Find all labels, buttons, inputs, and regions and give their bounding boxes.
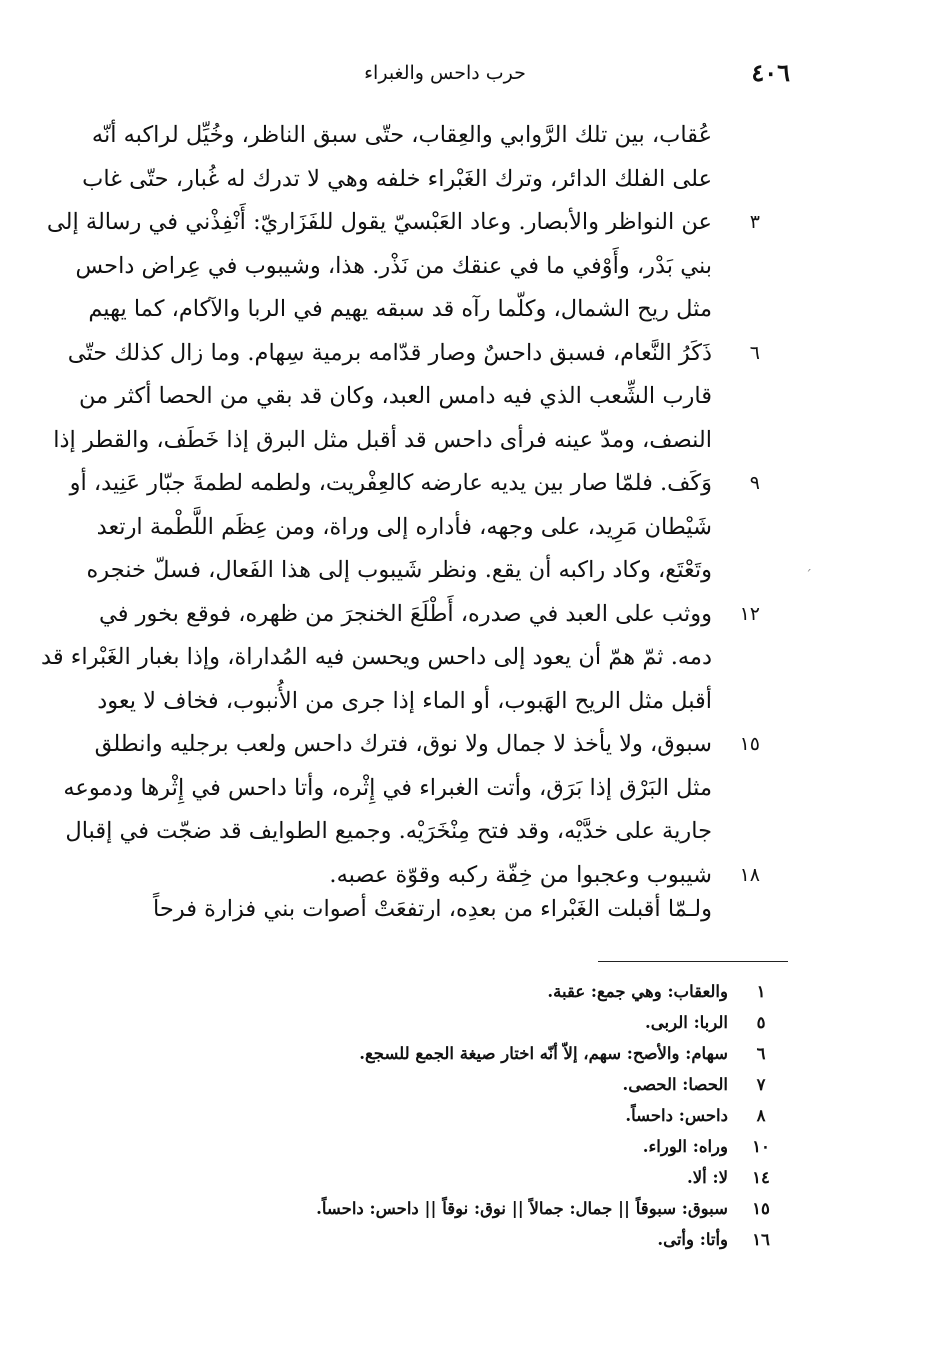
footnote-text: سبوق: سبوقاً || جمال: جمالاً || نوق: نوقاً || داحس: داحساً. [316, 1199, 728, 1218]
line-number: ١٢ [739, 602, 760, 625]
footnote-text: لا: ألا. [687, 1168, 728, 1187]
footnotes [280, 976, 788, 1255]
margin-mark: ˊ [805, 568, 812, 584]
footnote-number: ١٤ [752, 1168, 770, 1187]
line-text: ذَكَرُ النَّعام، فسبق داحسٌ وصار قدّامه برمية سِهام. وما زال كذلك حتّى [67, 339, 712, 366]
footnote [280, 1131, 788, 1162]
line-number: ١٥ [739, 733, 760, 755]
footnote [280, 1193, 788, 1224]
line-text: دمه. ثمّ همّ أن يعود إلى داحس ويحسن فيه المُداراة، وإذا بغبار الغَبْراء قد [41, 644, 712, 670]
line-text: مثل البَرْق إذا بَرَق، وأتت الغبراء في إِثْره، وأتا داحس في إِثْرها ودموعه [63, 774, 712, 801]
text-line [53, 419, 712, 463]
footnote-text: والعقاب: وهي جمع: عقبة. [547, 982, 728, 1001]
footnote-number: ١٥ [752, 1199, 770, 1218]
line-text: عن النواظر والأبصار. وعاد العَبْسيّ يقول للفَزَاريّ: أَنْفِذْني في رسالة إلى [46, 209, 712, 235]
running-title: حرب داحس والغبراء [364, 62, 526, 84]
text-line [82, 158, 712, 202]
line-text: بني بَدْر، وأَوْفي ما في عنقك من نَذْر. هذا، وشيبوب في عِراض داحس [75, 252, 712, 279]
footnote-number: ١٠ [752, 1137, 770, 1156]
line-number: ٣ [749, 211, 760, 233]
line-text: ووثب على العبد في صدره، أَطْلَعَ الخنجرَ من ظهره، فوقع بخور في [98, 600, 712, 627]
page-header [100, 58, 790, 92]
footnote [280, 1038, 788, 1069]
line-text: جارية على خدَّيْه، وقد فتح مِنْخَرَيْه. وجميع الطوايف قد ضجّت في إقبال [65, 818, 712, 844]
footnote-text: الربا: الربى. [645, 1013, 728, 1032]
footnote [280, 1069, 788, 1100]
line-text: النصف، ومدّ عينه فرأى داحس قد أقبل مثل البرق إذا خَطَف، والقطر إذا [53, 426, 712, 453]
text-line [46, 201, 760, 245]
footnote-number: ٨ [756, 1106, 766, 1125]
main-text [41, 114, 760, 897]
line-text: على الفلك الدائر، وترك الغَبْراء خلفه وهي لا تدرك له غُبار، حتّى غاب [82, 165, 712, 192]
line-number: ١٨ [739, 863, 760, 886]
footnote [280, 976, 788, 1007]
footnote [280, 1162, 788, 1193]
line-text: وَكَف. فلمّا صار بين يديه عارضه كالعِفْريت، ولطمه لطمةَ جبّار عَنِيد، أو [69, 470, 712, 496]
footnote-divider [598, 961, 788, 962]
line-number: ٦ [749, 341, 760, 364]
paragraph-opening-line: ولـمّا أقبلت الغَبْراء من بعدِه، ارتفعَتْ أصوات بني فزارة فرحاً [153, 896, 712, 922]
text-line [94, 723, 760, 767]
text-line [88, 288, 712, 332]
footnote-number: ١ [756, 982, 766, 1001]
text-line [91, 114, 712, 158]
footnote-text: وأتا: وأتى. [657, 1230, 728, 1249]
footnote-number: ١٦ [752, 1230, 770, 1249]
footnote [280, 1007, 788, 1038]
page-number: ٤٠٦ [751, 58, 790, 87]
line-text: أقبل مثل الريح الهَبوب، أو الماء إذا جرى من الأُنبوب، فخاف لا يعود [97, 687, 712, 714]
footnote-text: الحصا: الحصى. [622, 1075, 728, 1094]
text-line [86, 549, 712, 593]
text-line [78, 375, 712, 419]
footnote-text: وراه: الوراء. [642, 1137, 728, 1156]
line-text: سبوق، ولا يأخذ لا جمال ولا نوق، فترك داحس ولعب برجليه وانطلق [94, 731, 712, 757]
text-line [75, 245, 712, 289]
text-line [69, 462, 760, 506]
text-line [65, 810, 712, 854]
footnote-text: سهام: والأصح: سهم، إلاّ أنّه اختار صيغة الجمع للسجع. [359, 1044, 728, 1063]
footnote-text: داحس: داحساً. [625, 1106, 728, 1125]
line-text: وتَعْتَع، وكاد راكبه أن يقع. ونظر شَيبوب إلى هذا الفَعال، فسلّ خنجره [86, 557, 712, 583]
text-line [97, 680, 712, 724]
text-line [98, 593, 760, 637]
footnote [280, 1224, 788, 1255]
line-text: مثل ريح الشمال، وكلّما رآه قد سبقه يهيم في الربا والآكام، كما يهيم [88, 296, 712, 322]
line-text: قارب الشِّعب الذي فيه دامس العبد، وكان قد بقي من الحصا أكثر من [78, 383, 712, 409]
text-line [63, 767, 712, 811]
line-number: ٩ [749, 472, 760, 494]
text-line [96, 506, 712, 550]
line-text: شيبوب وعجبوا من خِفّة ركبه وقوّة عصبه. [329, 861, 712, 888]
footnote-number: ٦ [756, 1044, 766, 1063]
footnote-number: ٥ [756, 1013, 766, 1032]
text-line [67, 332, 760, 376]
footnote-number: ٧ [756, 1075, 766, 1094]
footnote [280, 1100, 788, 1131]
line-text: شَيْطان مَرِيد، على وجهه، فأداره إلى وراة، ومن عِظَم اللَّطْمة ارتعد [96, 513, 712, 540]
text-line [41, 636, 712, 680]
line-text: عُقاب، بين تلك الرَّوابي والعِقاب، حتّى سبق الناظر، وخُيِّل لراكبه أنّه [91, 122, 712, 148]
